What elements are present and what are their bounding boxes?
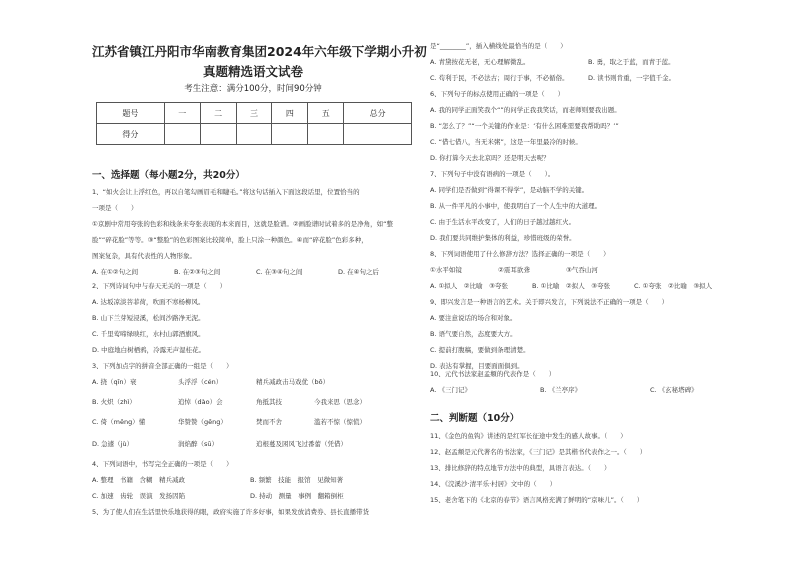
paper-title: 江苏省镇江丹阳市华南教育集团2024年六年级下学期小升初: [92, 44, 427, 59]
score-table: [96, 102, 412, 145]
score-header-cell: 五: [308, 103, 344, 124]
answer-option[interactable]: A. 整理 书籍 含糊 精兵减政: [92, 476, 185, 484]
answer-option[interactable]: C. ①夸张 ②比喻 ③拟人: [634, 282, 713, 290]
word-item: ②震耳欲聋: [498, 266, 530, 274]
word-item: ①水平如镜: [430, 266, 462, 274]
question-text: 一项是（ ）: [92, 204, 138, 212]
answer-option[interactable]: C. 千里莺啼绿映红，水村山郭酒旗风。: [92, 330, 205, 338]
answer-option[interactable]: D. 在④句之后: [338, 268, 379, 276]
score-cell[interactable]: [344, 124, 412, 145]
answer-option[interactable]: A. 《三门记》: [430, 386, 471, 394]
answer-option-part: 角抵其技: [256, 398, 282, 406]
score-header-cell: 一: [164, 103, 200, 124]
answer-option-part: 焚而不舍: [256, 418, 282, 426]
score-header-cell: 三: [236, 103, 272, 124]
answer-option-part: 滥若不惊（惊慌）: [314, 418, 366, 426]
answer-option[interactable]: B. “怎么了？”“一个关键的作业是：‘有什么困难需要我帮助吗？’”: [430, 122, 619, 130]
answer-option[interactable]: D. 急遽（jù）: [92, 440, 134, 448]
question-text: 是“________”，插入横线处最恰当的是（ ）: [430, 42, 567, 50]
answer-option[interactable]: D. 读书则肯重，一字值千金。: [588, 74, 676, 82]
score-table-header-row: [97, 103, 412, 124]
question-text: 10、元代书法家赵孟頫的代表作是（ ）: [430, 370, 556, 378]
question-text: 脸”“碎花脸”等等。③“整脸”的色彩图案比较简单，脸上只涂一种颜色。④而“碎花脸”色彩多种，: [92, 236, 368, 244]
score-cell[interactable]: [272, 124, 308, 145]
score-cell[interactable]: [236, 124, 272, 145]
answer-option[interactable]: B. 勇，取之于蓝，而青于蓝。: [588, 58, 675, 66]
answer-option[interactable]: C. “借七借八，当无米粥”，这是一年里最冷的时候。: [430, 138, 582, 146]
score-cell[interactable]: [200, 124, 236, 145]
score-header-cell: 二: [200, 103, 236, 124]
question-text: 2、下列诗词句中与春天无关的一项是（ ）: [92, 282, 227, 290]
candidate-notice: 考生注意：满分100分，时间90分钟: [184, 84, 322, 94]
question-text: 3、下列加点字的拼音全部正确的一组是（ ）: [92, 362, 233, 370]
answer-option-part: 润焰醉（sū）: [178, 440, 219, 448]
judge-question: 11、《金色的鱼钩》讲述的是红军长征途中发生的感人故事。（ ）: [430, 432, 627, 440]
answer-option-part: 华赞赞（gēng）: [178, 418, 227, 426]
judge-question: 14、《浣溪沙·清平乐·村居》文中的（ ）: [430, 480, 557, 488]
answer-option[interactable]: B. ①比喻 ②拟人 ③夸张: [532, 282, 611, 290]
answer-option[interactable]: A. 要注意说话的场合和对象。: [430, 314, 517, 322]
score-row-label: 得分: [97, 124, 165, 145]
section-heading-choice: 一、选择题（每小题2分，共20分）: [92, 170, 245, 181]
score-cell[interactable]: [164, 124, 200, 145]
question-text: 8、下列词语使用了什么修辞方法？选择正确的一项是（ ）: [430, 250, 610, 258]
word-item: ③气吞山河: [566, 266, 598, 274]
question-text: 7、下列句子中没有语病的一项是（ ）。: [430, 170, 555, 178]
answer-option[interactable]: D. 我们要共同维护集体的利益，珍惜班级的荣誉。: [430, 234, 576, 242]
answer-option[interactable]: C. 提前打腹稿，要做到条理清楚。: [430, 346, 530, 354]
answer-option-part: 精兵减政击马戏优（bō）: [256, 378, 330, 386]
score-header-cell: 题号: [97, 103, 165, 124]
answer-option[interactable]: B. 语气要自然，态度要大方。: [430, 330, 517, 338]
answer-option[interactable]: A. 达坂凉淡菩菲荷，吹面不寒杨柳风。: [92, 298, 205, 306]
answer-option[interactable]: C. 由于生活水平改变了，人们的日子越过越红火。: [430, 218, 576, 226]
answer-option[interactable]: B. 《兰亭序》: [540, 386, 582, 394]
judge-question: 15、老舍笔下的《北京的春节》语言风格充满了鲜明的“京味儿”。（ ）: [430, 496, 644, 504]
question-text: 1、“如火会让上浮红色，再以自笔勾画眉毛和睫毛。”将这句话插入下面这段话里，位置恰当的: [92, 188, 360, 196]
answer-option[interactable]: A. 在①②句之间: [92, 268, 139, 276]
answer-option[interactable]: C. 《玄秘塔碑》: [650, 386, 698, 394]
answer-option[interactable]: B. 从一件平凡的小事中，使我明白了一个人生中的大道理。: [430, 202, 602, 210]
answer-option[interactable]: C. 加速 齿轮 误演 发扬因陷: [92, 492, 186, 500]
answer-option-part: 追悼（dào）会: [178, 398, 223, 406]
answer-option[interactable]: B. 频繁 技能 报馆 见微知著: [250, 476, 344, 484]
answer-option-part: 头浮浮（cén）: [178, 378, 223, 386]
answer-option[interactable]: B. 在②③句之间: [174, 268, 221, 276]
answer-option[interactable]: B. 火炽（zhì）: [92, 398, 136, 406]
section-heading-judge: 二、判断题（10分）: [430, 413, 520, 424]
question-text: ①京剧中常用夸张的色彩和线条来夸张表现的本来面目，这就是脸谱。②画脸谱时试着多的是净角，如“整: [92, 220, 394, 228]
score-cell[interactable]: [308, 124, 344, 145]
answer-option[interactable]: D. 表达有掌握，目要面面俱到。: [430, 362, 524, 370]
answer-option[interactable]: C. 在③④句之间: [256, 268, 303, 276]
answer-option-part: 今我来思（思念）: [314, 398, 366, 406]
answer-option[interactable]: A. 我的同学正面笑我个“”的问学正我我笑话，而老师则要我出题。: [430, 106, 621, 114]
answer-option[interactable]: B. 山下兰芽短浸溪，松间沙路净无泥。: [92, 314, 205, 322]
score-header-cell: 四: [272, 103, 308, 124]
answer-option[interactable]: D. 中庭地白树栖鸦，冷露无声湿桂花。: [92, 346, 206, 354]
question-text: 图案复杂，具有代表性的人物形象。: [92, 252, 196, 260]
judge-question: 12、赵孟頫是元代著名的书法家，《三门记》是其楷书代表作之一。（ ）: [430, 448, 647, 456]
answer-option[interactable]: D. 持动 测量 事例 翻箱倒柜: [250, 492, 344, 500]
answer-option[interactable]: C. 倚（měng）懂: [92, 418, 146, 426]
score-header-cell: 总分: [344, 103, 412, 124]
answer-option[interactable]: D. 你打算今天去北京吗？还是明天去呢？: [430, 154, 550, 162]
answer-option[interactable]: C. 苟利于民，不必法古；周行于事，不必循俗。: [430, 74, 569, 82]
answer-option[interactable]: A. 同学们是否做到“得课不得学”，是动脑不学的关键。: [430, 186, 589, 194]
answer-option[interactable]: A. 青黛按花无老，无心理解微乱。: [430, 58, 530, 66]
question-text: 4、下列词语中，书写完全正确的一项是（ ）: [92, 460, 233, 468]
question-text: 6、下列句子的标点使用正确的一项是（ ）: [430, 90, 565, 98]
score-table-score-row: [97, 124, 412, 145]
judge-question: 13、排比修辞的特点地节方法中的典型，具语言表达。（ ）: [430, 464, 611, 472]
answer-option[interactable]: A. ①拟人 ②比喻 ③夸张: [430, 282, 508, 290]
paper-title-line2: 真题精选语文试卷: [202, 64, 303, 79]
question-text: 5、为了使人们在生活里快乐地获得的眼，政府实施了许多好事，如果发放消费券、县长直播带货: [92, 508, 370, 516]
answer-option[interactable]: A. 挠（qīn）衰: [92, 378, 137, 386]
answer-option-part: 追根蔓及困风飞过番蕾（凭借）: [256, 440, 347, 448]
question-text: 9、即兴发言是一种语言的艺术。关于即兴发言，下列说法不正确的一项是（ ）: [430, 298, 669, 306]
